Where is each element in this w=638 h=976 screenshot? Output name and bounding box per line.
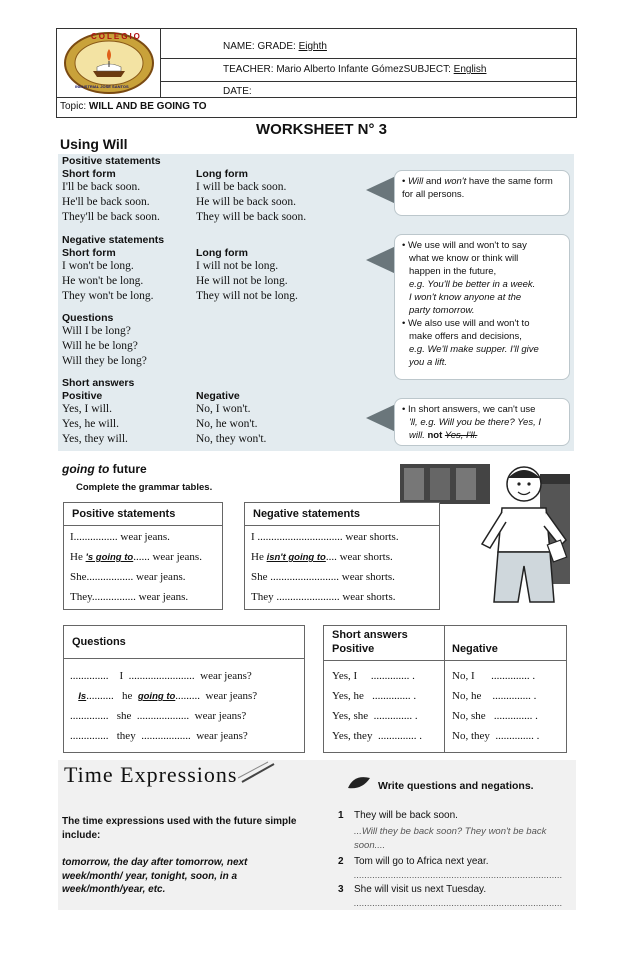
- answer-blank: ..............: [491, 670, 530, 682]
- positive-statements-table: [63, 502, 223, 610]
- answer-line[interactable]: ...............................................................................: [354, 898, 563, 909]
- topic-row: [57, 97, 576, 117]
- logo-text: COLEGIO: [91, 32, 142, 41]
- positive-statements-heading: Positive statements: [62, 155, 161, 167]
- neg-short-line: They won't be long.: [62, 290, 154, 302]
- table-heading: Positive statements: [72, 508, 176, 520]
- pos-long-line: I will be back soon.: [196, 181, 287, 193]
- answer-blank: ..............: [492, 690, 531, 702]
- question-line: Will he be long?: [62, 340, 138, 352]
- question-row: [70, 670, 252, 682]
- negative-heading: Negative: [452, 643, 498, 655]
- note-line: e.g. We'll make supper. I'll give: [409, 344, 539, 355]
- filled-answer: 's going to: [85, 552, 134, 563]
- pos-short-line: They'll be back soon.: [62, 211, 160, 223]
- subject: they: [116, 730, 136, 742]
- short-answer-pos: Yes, they .............. .: [332, 730, 422, 742]
- note-will-usage: [394, 234, 570, 380]
- short-answer-pos: Yes, she .............. .: [332, 710, 418, 722]
- note-short-answers: [394, 398, 570, 446]
- answer-blank: ..............: [493, 710, 533, 722]
- short-answer-neg: No, she .............. .: [452, 710, 538, 722]
- note-line: e.g. You'll be better in a week.: [409, 279, 536, 290]
- divider: [324, 660, 566, 661]
- subject-blank: She.................: [70, 571, 134, 583]
- name-grade-row: [160, 29, 576, 59]
- short-answer-neg: No, I won't.: [196, 403, 251, 415]
- note-line: make offers and decisions,: [409, 331, 522, 342]
- teacher-value: Mario Alberto Infante Gómez: [276, 64, 404, 75]
- short-form-heading: Short form: [62, 247, 116, 259]
- neg-long-line: They will not be long.: [196, 290, 298, 302]
- going-to-instruction: Complete the grammar tables.: [76, 482, 213, 493]
- note-text: Will: [407, 176, 424, 187]
- item-number: 3: [338, 884, 344, 895]
- short-form-heading: Short form: [62, 168, 116, 180]
- subject-label: SUBJECT:: [403, 64, 451, 75]
- pos-short-line: I'll be back soon.: [62, 181, 141, 193]
- verb-phrase: wear jeans.: [120, 531, 170, 543]
- table-heading: Short answers: [332, 629, 408, 641]
- exercise-sentence: Tom will go to Africa next year.: [354, 856, 489, 867]
- short-answer-pos: Yes, they will.: [62, 433, 128, 445]
- teacher-label: TEACHER:: [223, 64, 274, 75]
- neg-short-line: He won't be long.: [62, 275, 144, 287]
- table-cell: [70, 571, 185, 583]
- pencil-icon: [238, 760, 278, 786]
- time-intro: [62, 815, 297, 842]
- note-text: Yes, I'll.: [444, 430, 478, 441]
- intro-line: include:: [62, 829, 101, 841]
- pointer-arrow: [366, 176, 396, 204]
- answer-blank: ..............: [377, 730, 417, 742]
- table-cell: [70, 591, 188, 603]
- verb-phrase: wear jeans?: [194, 710, 247, 722]
- answer-blank: ..............: [495, 730, 534, 742]
- note-line: you a lift.: [409, 357, 448, 368]
- pointer-arrow: [366, 246, 396, 274]
- table-cell: He isn't going to.... wear shorts.: [251, 551, 393, 563]
- verb-phrase: wear shorts.: [341, 571, 395, 583]
- pos-long-line: He will be back soon.: [196, 196, 296, 208]
- list-line: week/month/year, etc.: [62, 884, 166, 895]
- note-line: • We also use will and won't to: [402, 318, 530, 329]
- note-text: and: [423, 176, 445, 187]
- item-number: 2: [338, 856, 344, 867]
- note-line: party tomorrow.: [409, 305, 475, 316]
- pos-short-line: He'll be back soon.: [62, 196, 150, 208]
- short-answer-neg: No, I .............. .: [452, 670, 536, 682]
- question-line: Will I be long?: [62, 325, 131, 337]
- time-expression-list: [62, 856, 247, 897]
- list-line: tomorrow, the day after tomorrow, next: [62, 857, 248, 868]
- note-text: We also use will and won't to: [407, 318, 530, 329]
- note-text: In short answers, we can't use: [407, 404, 536, 415]
- neg-long-line: I will not be long.: [196, 260, 279, 272]
- table-heading: Negative statements: [253, 508, 360, 520]
- aux-blank: ..............: [70, 670, 109, 682]
- will-grammar-panel: [58, 154, 574, 451]
- note-text: won't: [444, 176, 467, 187]
- short-answer-neg: No, he won't.: [196, 418, 258, 430]
- date-row: [160, 82, 576, 97]
- short-answer-pos: Yes, he .............. .: [332, 690, 417, 702]
- short-answer-pos: Yes, he will.: [62, 418, 119, 430]
- item-number: 1: [338, 810, 344, 821]
- going-to-blank: ..................: [141, 730, 191, 742]
- long-form-heading: Long form: [196, 247, 248, 259]
- verb-phrase: wear jeans?: [196, 730, 248, 742]
- table-heading: Questions: [72, 636, 126, 648]
- note-line: I won't know anyone at the: [409, 292, 522, 303]
- subject-blank: They .......................: [251, 591, 340, 603]
- short-answer-neg: No, he .............. .: [452, 690, 537, 702]
- grade-value: Eighth: [298, 41, 327, 52]
- questions-table: [63, 625, 305, 753]
- verb-phrase: wear shorts.: [339, 551, 393, 563]
- table-cell: He 's going to...... wear jeans.: [70, 551, 202, 563]
- subject-blank: I................: [70, 531, 118, 543]
- answer-blank: ..............: [370, 670, 410, 682]
- subject: He: [251, 551, 264, 563]
- answer-line[interactable]: ...............................................................................: [354, 870, 563, 881]
- answer-start: No, he: [452, 690, 482, 702]
- answer-start: Yes, they: [332, 730, 373, 742]
- teacher-subject-row: [160, 59, 576, 82]
- questions-heading: Questions: [62, 312, 114, 324]
- short-answer-neg: No, they .............. .: [452, 730, 540, 742]
- note-line: [402, 429, 563, 442]
- answer-start: Yes, she: [332, 710, 369, 722]
- note-line: what we know or think will: [409, 253, 519, 264]
- topic-value: WILL AND BE GOING TO: [86, 101, 207, 112]
- exercise-sentence: She will visit us next Tuesday.: [354, 884, 487, 895]
- example-answer: ...Will they be back soon? They won't be back: [354, 826, 547, 837]
- negative-heading: Negative: [196, 390, 240, 402]
- question-line: Will they be long?: [62, 355, 147, 367]
- long-form-heading: Long form: [196, 168, 248, 180]
- note-text: have the same form for all persons.: [402, 176, 553, 200]
- table-cell: [251, 571, 395, 583]
- subject: He: [70, 551, 83, 563]
- subject-blank: They................: [70, 591, 136, 603]
- filled-answer: isn't going to: [266, 552, 326, 563]
- verb-phrase: wear jeans.: [152, 551, 202, 563]
- verb-phrase: wear jeans?: [205, 690, 258, 702]
- negative-statements-heading: Negative statements: [62, 234, 165, 246]
- pos-long-line: They will be back soon.: [196, 211, 307, 223]
- worksheet-title: WORKSHEET N° 3: [256, 121, 388, 138]
- filled-answer: going to: [137, 691, 176, 702]
- section-title-using-will: Using Will: [60, 136, 128, 152]
- topic-label: Topic:: [60, 101, 87, 112]
- short-answer-neg: No, they won't.: [196, 433, 267, 445]
- filled-answer: Is: [78, 691, 87, 702]
- negative-statements-table: [244, 502, 440, 610]
- date-label: DATE:: [223, 86, 252, 97]
- question-row: [70, 710, 246, 722]
- positive-heading: Positive: [62, 390, 103, 402]
- table-cell: [251, 531, 399, 543]
- answer-start: No, she: [452, 710, 486, 722]
- short-answer-pos: Yes, I .............. .: [332, 670, 415, 682]
- verb-phrase: wear jeans.: [136, 571, 186, 583]
- table-cell: [251, 591, 396, 603]
- leaf-icon: [346, 774, 372, 792]
- neg-long-line: He will not be long.: [196, 275, 288, 287]
- note-line: 'll, e.g. Will you be there? Yes, I: [409, 417, 541, 428]
- pointer-arrow: [366, 404, 396, 432]
- positive-heading: Positive: [332, 643, 375, 655]
- divider: [64, 525, 222, 526]
- answer-start: Yes, he: [332, 690, 364, 702]
- logo-bottom-text: INDUSTRIAL JOSE SANTOS: [75, 84, 129, 89]
- grade-label: GRADE:: [257, 41, 296, 52]
- note-line: • We use will and won't to say: [402, 240, 527, 251]
- question-row: [70, 730, 248, 742]
- aux-blank: ..............: [70, 710, 109, 722]
- example-answer: soon....: [354, 840, 386, 851]
- verb-phrase: wear jeans.: [138, 591, 189, 603]
- divider: [64, 658, 304, 659]
- note-line: happen in the future,: [409, 266, 497, 277]
- exercise-sentence: They will be back soon.: [354, 810, 458, 821]
- going-to-title-a: going to: [62, 462, 110, 476]
- going-to-blank: ...................: [136, 710, 190, 722]
- subject: I: [119, 670, 124, 682]
- answer-start: Yes, I: [332, 670, 358, 682]
- going-to-blank: ........................: [128, 670, 195, 682]
- note-same-form: • Will and won't have the same form for all persons.: [394, 170, 570, 216]
- note-line: • In short answers, we can't use: [402, 404, 536, 415]
- time-expressions-title: Time Expressions: [64, 762, 238, 787]
- subject-blank: I ...............................: [251, 531, 343, 543]
- note-text: We use will and won't to say: [407, 240, 527, 251]
- aux-blank: ..............: [70, 730, 109, 742]
- exercise-title: Write questions and negations.: [378, 780, 534, 792]
- school-logo-cell: [57, 29, 161, 97]
- verb-phrase: wear shorts.: [345, 531, 399, 543]
- going-to-title: [62, 462, 147, 476]
- neg-short-line: I won't be long.: [62, 260, 134, 272]
- going-to-title-b: future: [109, 462, 147, 476]
- table-cell: [70, 531, 170, 543]
- short-answer-pos: Yes, I will.: [62, 403, 112, 415]
- answer-start: No, I: [452, 670, 475, 682]
- intro-line: The time expressions used with the future simple: [62, 816, 297, 827]
- header-table: [56, 28, 577, 118]
- subject: she: [116, 710, 132, 722]
- subject-blank: She .........................: [251, 571, 339, 583]
- answer-blank: ..............: [373, 710, 413, 722]
- note-text: will.: [409, 430, 425, 441]
- verb-phrase: wear shorts.: [342, 591, 396, 603]
- answer-blank: ..............: [372, 690, 411, 702]
- answer-start: No, they: [452, 730, 490, 742]
- subject-value: English: [453, 64, 487, 75]
- question-row: Is.......... he going to......... wear jeans?: [78, 690, 258, 702]
- list-line: week/month/ year, tonight, soon, in a: [62, 870, 238, 882]
- divider: [245, 525, 439, 526]
- name-label: NAME:: [223, 41, 255, 52]
- note-text: not: [427, 430, 443, 441]
- subject: he: [121, 690, 133, 702]
- verb-phrase: wear jeans?: [200, 670, 252, 682]
- short-answers-heading: Short answers: [62, 377, 135, 389]
- short-answers-table: [323, 625, 567, 753]
- column-divider: [444, 626, 445, 752]
